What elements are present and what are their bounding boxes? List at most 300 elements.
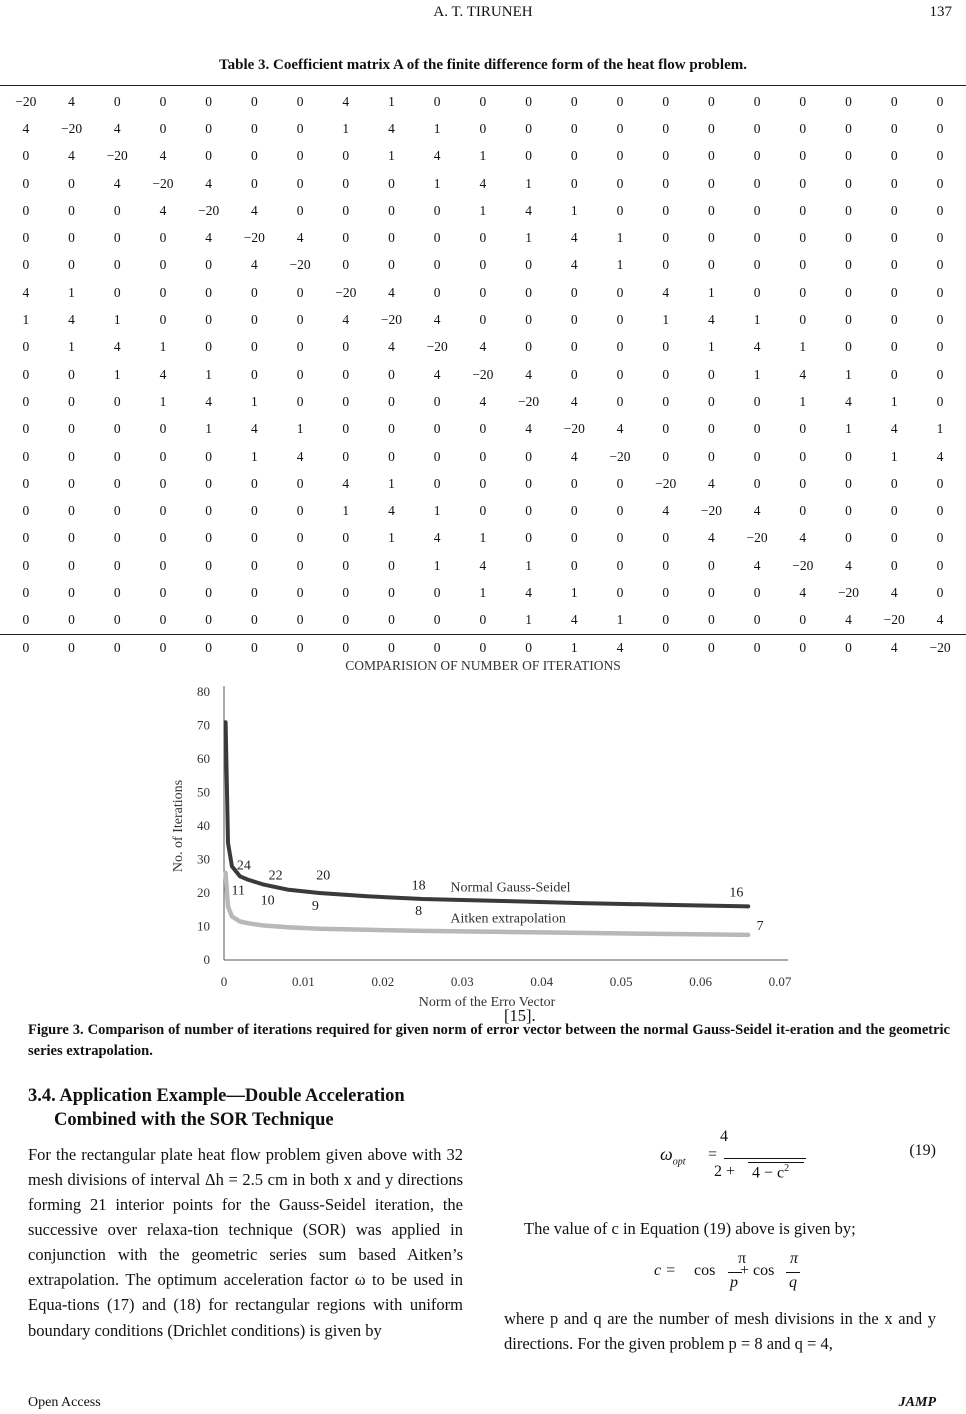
table-cell: 0: [113, 257, 121, 273]
table-cell: 4: [342, 475, 350, 491]
table-cell: 0: [799, 175, 807, 191]
table-cell: 0: [22, 557, 30, 573]
table-row: [3, 279, 963, 306]
table-cell: 0: [845, 148, 852, 164]
table-cell: 0: [296, 175, 304, 191]
table-cell: 1: [433, 120, 441, 136]
table-cell: 0: [22, 584, 30, 600]
table-cell: 0: [68, 393, 75, 409]
table-cell: 4: [433, 366, 441, 382]
table-cell: 0: [936, 312, 944, 328]
table-cell: 0: [799, 312, 807, 328]
table-cell: 0: [753, 612, 761, 628]
table-cell: 0: [68, 448, 75, 464]
table-cell: 1: [479, 530, 487, 546]
table-cell: 0: [708, 257, 715, 273]
table-cell: 0: [296, 339, 304, 355]
table-cell: 0: [936, 284, 944, 300]
x-tick-label: 0.07: [768, 974, 792, 989]
table-cell: 0: [662, 257, 670, 273]
table-cell: 4: [342, 93, 350, 109]
table-cell: 1: [890, 393, 898, 409]
table-row: [3, 443, 963, 470]
table-cell: 1: [388, 148, 395, 164]
table-cell: 0: [296, 475, 304, 491]
table-cell: −20: [792, 557, 814, 573]
table-cell: 0: [159, 475, 167, 491]
table-cell: 0: [799, 612, 807, 628]
table-cell: 0: [570, 339, 578, 355]
table-cell: 1: [570, 639, 578, 655]
table-cell: 0: [433, 230, 441, 246]
table-cell: 0: [708, 448, 715, 464]
y-tick-label: 70: [197, 717, 210, 733]
table-cell: 0: [890, 284, 898, 300]
table-cell: 1: [845, 421, 852, 437]
eqc-q: q: [789, 1274, 797, 1291]
running-header-author: A. T. TIRUNEH: [433, 4, 533, 20]
table-cell: 0: [890, 148, 898, 164]
data-label: 18: [411, 878, 426, 894]
table-cell: 0: [570, 312, 578, 328]
table-cell: 0: [890, 366, 898, 382]
x-tick-label: 0.01: [292, 974, 315, 989]
table-cell: −20: [518, 393, 540, 409]
table-cell: −20: [655, 475, 677, 491]
table-cell: 0: [479, 230, 487, 246]
left-paragraph: For the rectangular plate heat flow problem given above with 32 mesh divisions of interval Δh = 2.5 cm in both x and y directions forming 21 interior points for the Gauss-Seidel iteration, the successive over relaxa-tion technique (SOR) was applied in conjunction with the geometric series sum based Aitken’s extrapolation. The optimum acceleration factor ω to be used in Equa-tions (17) and (18) for rectangular regions with uniform boundary conditions (Drichlet conditions) is given by: [28, 1145, 463, 1340]
table-cell: −20: [198, 202, 220, 218]
table-cell: 0: [68, 175, 75, 191]
table-row: [3, 88, 963, 115]
eq19-equals: =: [708, 1146, 718, 1163]
eq19-subscript: opt: [672, 1156, 686, 1168]
table-cell: 0: [936, 475, 944, 491]
table-cell: 0: [205, 284, 213, 300]
data-label: 16: [729, 885, 744, 901]
table-cell: 0: [845, 230, 852, 246]
table-cell: 1: [68, 339, 75, 355]
table-cell: 0: [708, 93, 715, 109]
table-cell: 1: [936, 421, 944, 437]
eqc-lhs: c =: [654, 1262, 676, 1279]
y-tick-label: 40: [197, 818, 210, 833]
table-cell: 0: [525, 475, 532, 491]
table-cell: 4: [890, 639, 898, 655]
table-cell: 0: [433, 257, 441, 273]
table-cell: 0: [205, 584, 213, 600]
table-cell: 0: [68, 612, 75, 628]
table-cell: 0: [342, 148, 350, 164]
table-cell: 4: [433, 148, 441, 164]
table-cell: 0: [890, 120, 898, 136]
table-cell: 4: [570, 612, 578, 628]
eq19-denominator-b: [752, 1163, 789, 1182]
table-cell: 0: [616, 284, 624, 300]
y-tick-label: 50: [197, 784, 210, 800]
table-cell: 4: [479, 557, 487, 573]
table-cell: 0: [662, 230, 670, 246]
table-cell: 0: [296, 530, 304, 546]
table-row: [3, 115, 963, 142]
table-cell: 0: [22, 175, 30, 191]
eq19-radicand: 4 − c: [752, 1164, 785, 1182]
table-row: [3, 252, 963, 279]
table-cell: 0: [570, 503, 578, 519]
table-cell: 0: [845, 503, 852, 519]
table-row: [3, 170, 963, 197]
eq19-fraction-bar: [724, 1158, 806, 1159]
table-cell: 0: [342, 230, 350, 246]
table-cell: 0: [662, 612, 670, 628]
table-cell: 0: [799, 448, 807, 464]
table-cell: 0: [753, 120, 761, 136]
table-cell: 0: [845, 175, 852, 191]
table-cell: −20: [883, 612, 905, 628]
table-cell: 1: [113, 366, 121, 382]
table-cell: 0: [936, 366, 944, 382]
table-cell: 0: [525, 93, 532, 109]
y-axis-label: No. of Iterations: [171, 779, 186, 873]
table-cell: 0: [799, 257, 807, 273]
table-cell: 0: [616, 503, 624, 519]
data-label: 24: [236, 858, 251, 874]
table-cell: 0: [890, 503, 898, 519]
table-cell: 0: [662, 421, 670, 437]
table-cell: 1: [799, 393, 807, 409]
table-cell: 0: [479, 93, 487, 109]
table-cell: 0: [342, 557, 350, 573]
table-cell: 0: [616, 148, 624, 164]
table-cell: 0: [433, 448, 441, 464]
y-tick-label: 20: [197, 885, 210, 900]
table-cell: 4: [296, 230, 304, 246]
table-cell: 0: [68, 257, 75, 273]
table-cell: 1: [708, 339, 715, 355]
table-cell: 0: [936, 503, 944, 519]
table-cell: 0: [936, 148, 944, 164]
table-cell: 0: [296, 312, 304, 328]
table-cell: 0: [845, 312, 852, 328]
table-cell: 4: [890, 584, 898, 600]
table-cell: 0: [296, 120, 304, 136]
table-cell: 4: [708, 312, 715, 328]
table-cell: −20: [289, 257, 311, 273]
table-cell: 0: [845, 339, 852, 355]
table-cell: 0: [388, 639, 395, 655]
table-cell: 0: [479, 448, 487, 464]
table-cell: 0: [433, 93, 441, 109]
table-row: [3, 525, 963, 552]
table-cell: 0: [113, 202, 121, 218]
y-tick-label: 10: [197, 918, 210, 934]
table-cell: 0: [22, 393, 30, 409]
table-row: [3, 470, 963, 497]
table-cell: 0: [342, 175, 350, 191]
table-cell: 0: [662, 530, 670, 546]
table-caption: Table 3. Coefficient matrix A of the finite difference form of the heat flow problem.: [219, 57, 747, 73]
table-cell: 0: [22, 230, 30, 246]
table-cell: 0: [296, 639, 304, 655]
table-cell: 4: [662, 503, 670, 519]
table-cell: 0: [570, 148, 578, 164]
table-cell: 0: [113, 639, 121, 655]
table-cell: 0: [159, 120, 167, 136]
table-cell: 0: [662, 202, 670, 218]
table-cell: 0: [113, 612, 121, 628]
table-cell: 0: [388, 393, 395, 409]
table-cell: 0: [388, 612, 395, 628]
table-cell: 0: [616, 175, 624, 191]
table-row: [3, 497, 963, 524]
table-cell: 0: [159, 257, 167, 273]
table-cell: 0: [113, 393, 121, 409]
table-cell: 4: [708, 530, 715, 546]
table-cell: 0: [845, 448, 852, 464]
table-cell: 4: [68, 93, 75, 109]
table-cell: 0: [296, 584, 304, 600]
table-cell: 0: [296, 393, 304, 409]
table-cell: −20: [426, 339, 448, 355]
table-cell: 4: [388, 339, 395, 355]
table-cell: 4: [205, 175, 213, 191]
table-cell: −20: [700, 503, 722, 519]
table-cell: 0: [525, 148, 532, 164]
table-cell: 0: [250, 475, 258, 491]
table-cell: 0: [708, 120, 715, 136]
table-cell: 0: [616, 584, 624, 600]
table-cell: 0: [342, 584, 350, 600]
table-cell: 1: [570, 584, 578, 600]
table-cell: 0: [890, 530, 898, 546]
table-cell: 0: [22, 257, 30, 273]
table-cell: 4: [159, 148, 167, 164]
table-cell: 0: [388, 230, 395, 246]
table-cell: 0: [708, 366, 715, 382]
table-cell: 0: [159, 503, 167, 519]
table-cell: 0: [890, 257, 898, 273]
table-cell: 4: [525, 202, 532, 218]
table-cell: 0: [708, 202, 715, 218]
table-cell: 0: [753, 421, 761, 437]
x-tick-label: 0.06: [689, 974, 712, 989]
table-cell: 0: [708, 584, 715, 600]
table-row: [3, 334, 963, 361]
table-row: [3, 306, 963, 333]
table-cell: 0: [388, 366, 395, 382]
table-cell: 0: [159, 612, 167, 628]
table-cell: 0: [296, 557, 304, 573]
table-cell: 0: [708, 612, 715, 628]
table-cell: 0: [616, 120, 624, 136]
table-cell: 0: [616, 93, 624, 109]
table-cell: 0: [662, 175, 670, 191]
series-line-gauss-seidel: [226, 722, 749, 906]
table-cell: 0: [433, 639, 441, 655]
series-label-aitken: Aitken extrapolation: [450, 911, 566, 927]
table-cell: 0: [525, 448, 532, 464]
table-row: [3, 143, 963, 170]
table-cell: 4: [753, 557, 761, 573]
table-row: [3, 224, 963, 251]
table-cell: 0: [479, 503, 487, 519]
table-cell: 1: [205, 366, 213, 382]
table-cell: 0: [388, 557, 395, 573]
table-cell: 0: [570, 120, 578, 136]
table-cell: 0: [159, 448, 167, 464]
table-cell: 0: [662, 366, 670, 382]
table-cell: 0: [433, 612, 441, 628]
table-cell: 0: [250, 312, 258, 328]
table-cell: 0: [113, 448, 121, 464]
x-tick-label: 0.03: [450, 974, 474, 989]
table-cell: 0: [845, 639, 852, 655]
table-cell: 4: [479, 339, 487, 355]
table-cell: 1: [525, 230, 532, 246]
table-cell: 0: [570, 175, 578, 191]
table-cell: 4: [159, 366, 167, 382]
table-cell: −20: [60, 120, 83, 136]
table-cell: 0: [845, 202, 852, 218]
table-cell: 0: [662, 393, 670, 409]
table-cell: 0: [799, 148, 807, 164]
table-cell: 0: [250, 503, 258, 519]
eqc-cos1: cos: [694, 1262, 716, 1279]
table-cell: 4: [388, 284, 395, 300]
table-cell: 0: [570, 93, 578, 109]
table-cell: 4: [662, 284, 670, 300]
table-row: [3, 579, 963, 606]
table-cell: 4: [68, 148, 75, 164]
eq19-omega-symbol: ω: [660, 1144, 673, 1164]
y-tick-label: 80: [197, 684, 210, 699]
table-cell: 0: [708, 175, 715, 191]
table-cell: 4: [570, 448, 578, 464]
table-cell: 0: [388, 257, 395, 273]
table-cell: 0: [159, 639, 167, 655]
series-label-gauss-seidel: Normal Gauss-Seidel: [450, 880, 571, 896]
table-cell: 0: [616, 393, 624, 409]
table-cell: 0: [570, 366, 578, 382]
table-cell: 0: [68, 475, 75, 491]
table-cell: 0: [68, 503, 75, 519]
table-cell: 0: [753, 257, 761, 273]
table-cell: 0: [616, 202, 624, 218]
table-cell: 0: [205, 557, 213, 573]
table-cell: 0: [205, 475, 213, 491]
table-cell: 0: [433, 421, 441, 437]
table-cell: 4: [753, 503, 761, 519]
table-cell: 0: [570, 530, 578, 546]
section-heading: [28, 1084, 488, 1132]
table-cell: 0: [22, 475, 30, 491]
table-cell: 0: [205, 639, 213, 655]
table-cell: 0: [433, 202, 441, 218]
table-cell: 4: [113, 175, 121, 191]
footer-journal: JAMP: [898, 1395, 936, 1410]
table-row: [3, 197, 963, 224]
table-cell: 0: [22, 366, 30, 382]
table-cell: 4: [433, 312, 441, 328]
table-cell: 0: [616, 339, 624, 355]
table-cell: 0: [570, 284, 578, 300]
table-row: [3, 361, 963, 388]
table-cell: 4: [205, 393, 213, 409]
table-cell: 0: [936, 530, 944, 546]
table-cell: 4: [159, 202, 167, 218]
table-cell: 0: [845, 120, 852, 136]
table-cell: 0: [68, 639, 75, 655]
table-cell: −20: [106, 148, 128, 164]
table-cell: 1: [479, 584, 487, 600]
table-cell: 0: [250, 339, 258, 355]
table-cell: 0: [113, 503, 121, 519]
table-row: [3, 607, 963, 634]
eq19-denominator-a: 2 +: [714, 1163, 736, 1180]
x-tick-label: 0.05: [609, 974, 633, 989]
table-cell: 0: [433, 475, 441, 491]
table-cell: 1: [525, 612, 532, 628]
table-cell: 0: [890, 339, 898, 355]
table-cell: 1: [616, 257, 624, 273]
table-cell: 0: [113, 584, 121, 600]
table-cell: 0: [22, 202, 30, 218]
table-cell: 4: [68, 312, 75, 328]
eq19-exponent: 2: [784, 1163, 790, 1174]
table-cell: 0: [479, 421, 487, 437]
table-cell: 0: [845, 475, 852, 491]
table-cell: 1: [388, 530, 395, 546]
table-cell: 0: [936, 120, 944, 136]
table-cell: −20: [563, 421, 585, 437]
table-cell: 0: [22, 530, 30, 546]
table-cell: 0: [799, 475, 807, 491]
table-cell: 0: [890, 230, 898, 246]
table-cell: 0: [159, 93, 167, 109]
table-cell: 4: [525, 366, 532, 382]
table-cell: 0: [250, 612, 258, 628]
table-cell: 4: [708, 475, 715, 491]
table-cell: 0: [662, 557, 670, 573]
table-cell: 0: [753, 393, 761, 409]
table-cell: −20: [837, 584, 860, 600]
table-cell: 0: [205, 312, 213, 328]
table-cell: 1: [205, 421, 213, 437]
table-cell: 0: [22, 503, 30, 519]
table-cell: 0: [22, 612, 30, 628]
table-row: [3, 388, 963, 415]
table-cell: 0: [708, 557, 715, 573]
table-cell: 1: [113, 312, 121, 328]
table-cell: 0: [799, 284, 807, 300]
table-cell: 0: [479, 284, 487, 300]
table-cell: 4: [799, 366, 807, 382]
table-cell: 0: [433, 393, 441, 409]
table-cell: 0: [662, 584, 670, 600]
table-cell: 0: [570, 557, 578, 573]
table-cell: 0: [113, 557, 121, 573]
table-cell: 0: [296, 93, 304, 109]
table-cell: 0: [845, 93, 852, 109]
table-cell: 0: [799, 120, 807, 136]
table-cell: 0: [753, 202, 761, 218]
table-cell: 1: [342, 503, 350, 519]
table-cell: 4: [388, 120, 395, 136]
table-cell: 0: [936, 584, 944, 600]
table-row: [3, 416, 963, 443]
table-cell: 0: [296, 202, 304, 218]
table-cell: 0: [68, 530, 75, 546]
